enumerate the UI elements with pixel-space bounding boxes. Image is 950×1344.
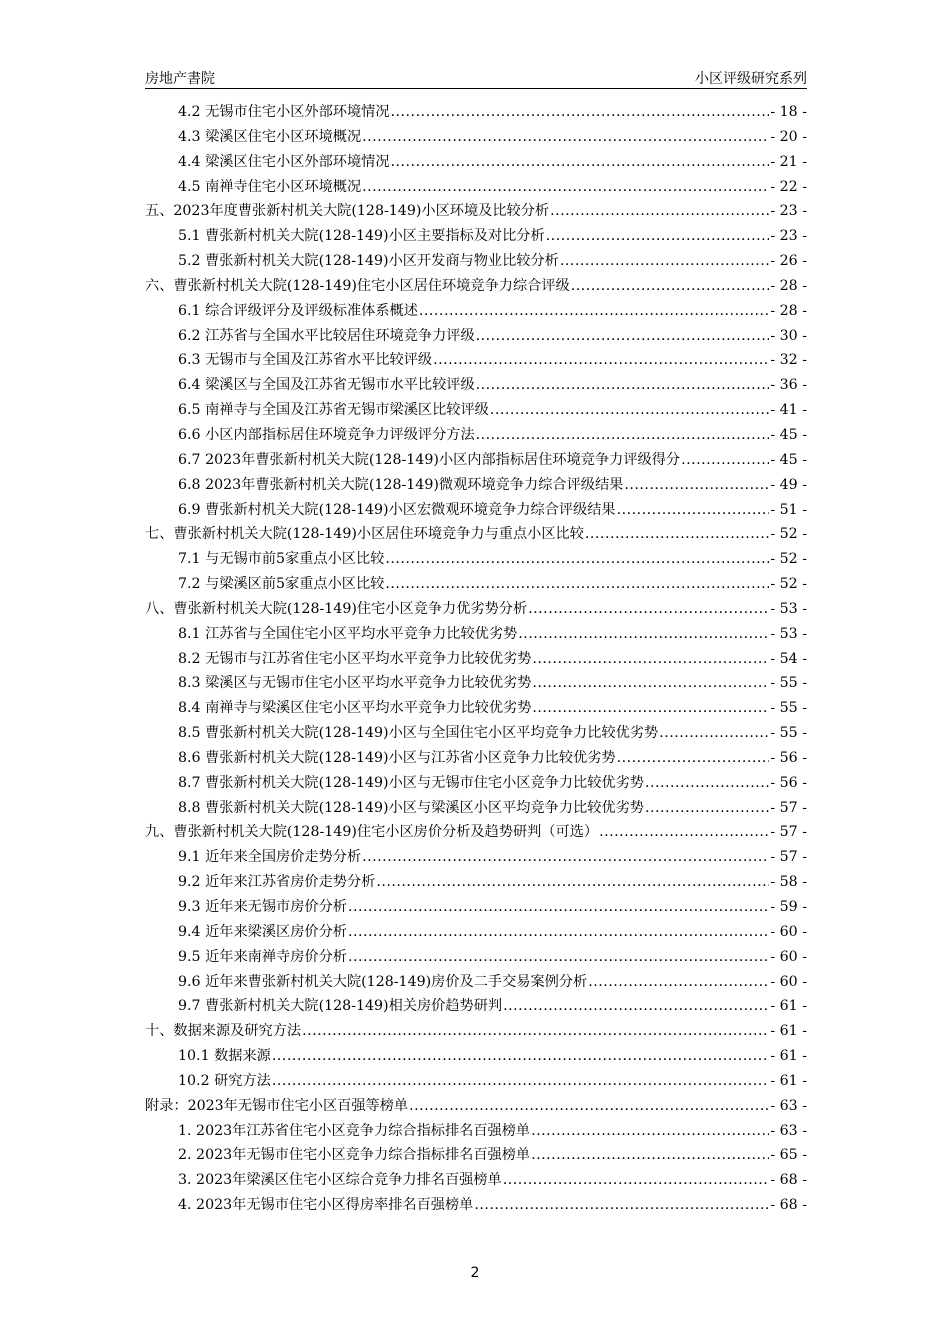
toc-entry-title: 5.1 曹张新村机关大院(128-149)小区主要指标及对比分析 — [178, 228, 545, 245]
toc-entry-page: - 55 - — [770, 725, 807, 742]
toc-dot-leader — [433, 352, 769, 368]
toc-entry-title: 9.3 近年来无锡市房价分析 — [178, 899, 347, 915]
toc-entry-title: 6.9 曹张新村机关大院(128-149)小区宏微观环境竞争力综合评级结果 — [178, 501, 616, 518]
toc-entry[interactable] — [145, 1020, 807, 1045]
toc-dot-leader — [617, 502, 770, 518]
toc-entry[interactable] — [145, 1095, 807, 1120]
toc-entry-page: - 56 - — [770, 774, 807, 791]
toc-entry[interactable] — [145, 995, 807, 1020]
toc-entry-page: - 54 - — [770, 650, 807, 667]
toc-dot-leader — [419, 303, 769, 319]
toc-entry-title: 五、2023年度曹张新村机关大院(128-149)小区环境及比较分析 — [145, 203, 550, 220]
toc-entry-title: 9.4 近年来梁溪区房价分析 — [178, 923, 347, 940]
toc-entry-page: - 41 - — [770, 402, 807, 419]
toc-entry-page: - 63 - — [770, 1097, 807, 1114]
toc-entry-page: - 59 - — [770, 899, 807, 915]
toc-entry[interactable] — [145, 523, 807, 548]
toc-entry-page: - 60 - — [770, 973, 807, 990]
toc-entry-page: - 45 - — [770, 451, 807, 468]
toc-dot-leader — [476, 427, 770, 443]
toc-entry-title: 9.7 曹张新村机关大院(128-149)相关房价趋势研判 — [178, 998, 503, 1015]
toc-entry-page: - 60 - — [770, 923, 807, 940]
toc-entry-title: 5.2 曹张新村机关大院(128-149)小区开发商与物业比较分析 — [178, 253, 559, 270]
toc-entry[interactable] — [145, 325, 807, 350]
toc-entry-title: 6.5 南禅寺与全国及江苏省无锡市梁溪区比较评级 — [178, 402, 489, 419]
toc-entry-title: 2. 2023年无锡市住宅小区竞争力综合指标排名百强榜单 — [178, 1147, 531, 1164]
toc-dot-leader — [362, 129, 769, 145]
toc-entry-page: - 36 - — [770, 377, 807, 394]
toc-entry-page: - 56 - — [770, 749, 807, 766]
toc-dot-leader — [503, 998, 769, 1014]
toc-dot-leader — [302, 1023, 769, 1039]
toc-entry-page: - 30 - — [770, 327, 807, 344]
toc-entry-page: - 57 - — [770, 799, 807, 816]
toc-dot-leader — [531, 1123, 769, 1139]
toc-entry-title: 8.8 曹张新村机关大院(128-149)小区与梁溪区小区平均竞争力比较优劣势 — [178, 799, 644, 816]
toc-entry-title: 8.5 曹张新村机关大院(128-149)小区与全国住宅小区平均竞争力比较优劣势 — [178, 725, 659, 742]
toc-entry-title: 附录：2023年无锡市住宅小区百强等榜单 — [145, 1097, 409, 1114]
toc-entry[interactable] — [145, 697, 807, 722]
toc-entry-title: 7.1 与无锡市前5家重点小区比较 — [178, 551, 385, 568]
toc-entry[interactable] — [145, 499, 807, 524]
toc-entry-page: - 68 - — [770, 1197, 807, 1214]
toc-entry-title: 6.6 小区内部指标居住环境竞争力评级评分方法 — [178, 426, 475, 443]
toc-entry-page: - 52 - — [770, 551, 807, 568]
toc-dot-leader — [362, 179, 769, 195]
toc-entry-page: - 58 - — [770, 874, 807, 891]
toc-entry-title: 6.8 2023年曹张新村机关大院(128-149)微观环境竞争力综合评级结果 — [178, 476, 624, 493]
toc-dot-leader — [503, 1172, 770, 1188]
toc-entry-page: - 61 - — [770, 1023, 807, 1040]
toc-entry[interactable] — [145, 399, 807, 424]
toc-dot-leader — [645, 800, 769, 816]
toc-dot-leader — [385, 576, 769, 592]
toc-entry-title: 4.2 无锡市住宅小区外部环境情况 — [178, 104, 390, 120]
toc-entry-page: - 22 - — [770, 178, 807, 195]
toc-entry[interactable] — [145, 846, 807, 871]
toc-dot-leader — [532, 651, 769, 667]
toc-entry-page: - 60 - — [770, 948, 807, 965]
toc-entry-page: - 49 - — [770, 476, 807, 493]
toc-entry-title: 10.2 研究方法 — [178, 1072, 271, 1089]
toc-entry-title: 六、曹张新村机关大院(128-149)住宅小区居住环境竞争力综合评级 — [145, 277, 570, 294]
toc-entry-title: 9.6 近年来曹张新村机关大院(128-149)房价及二手交易案例分析 — [178, 973, 588, 990]
toc-entry-page: - 45 - — [770, 426, 807, 443]
toc-entry-page: - 18 - — [770, 104, 807, 120]
toc-entry-page: - 23 - — [770, 228, 807, 245]
toc-entry-page: - 52 - — [770, 576, 807, 593]
toc-entry[interactable] — [145, 896, 807, 921]
toc-entry-page: - 51 - — [770, 501, 807, 518]
toc-dot-leader — [588, 974, 769, 990]
toc-entry[interactable] — [145, 424, 807, 449]
toc-entry-title: 10.1 数据来源 — [178, 1048, 271, 1065]
toc-entry[interactable] — [145, 548, 807, 573]
toc-entry-title: 6.2 江苏省与全国水平比较居住环境竞争力评级 — [178, 327, 475, 344]
toc-dot-leader — [532, 675, 769, 691]
running-header — [145, 68, 807, 89]
toc-dot-leader — [391, 104, 770, 120]
toc-dot-leader — [348, 949, 769, 965]
table-of-contents — [145, 101, 807, 1219]
toc-dot-leader — [272, 1048, 769, 1064]
toc-dot-leader — [531, 1147, 769, 1163]
toc-entry[interactable] — [145, 474, 807, 499]
toc-entry-title: 八、曹张新村机关大院(128-149)住宅小区竞争力优劣势分析 — [145, 600, 528, 617]
page-number: 2 — [470, 1265, 480, 1281]
toc-entry[interactable] — [145, 176, 807, 201]
toc-entry-page: - 61 - — [770, 1048, 807, 1065]
toc-entry-page: - 55 - — [770, 675, 807, 692]
toc-entry-page: - 26 - — [770, 253, 807, 270]
toc-dot-leader — [585, 526, 769, 542]
toc-entry[interactable] — [145, 1120, 807, 1145]
toc-dot-leader — [385, 551, 769, 567]
toc-entry[interactable] — [145, 250, 807, 275]
toc-dot-leader — [362, 849, 769, 865]
toc-entry[interactable] — [145, 225, 807, 250]
toc-entry-page: - 28 - — [770, 302, 807, 319]
toc-entry[interactable] — [145, 151, 807, 176]
toc-entry[interactable] — [145, 300, 807, 325]
toc-entry[interactable] — [145, 871, 807, 896]
toc-entry-page: - 53 - — [770, 625, 807, 642]
toc-dot-leader — [348, 924, 769, 940]
toc-entry-page: - 32 - — [770, 352, 807, 369]
toc-dot-leader — [391, 154, 770, 170]
toc-entry-title: 6.4 梁溪区与全国及江苏省无锡市水平比较评级 — [178, 377, 475, 394]
toc-entry[interactable] — [145, 598, 807, 623]
toc-dot-leader — [624, 477, 769, 493]
toc-entry-page: - 20 - — [770, 128, 807, 145]
toc-entry-title: 8.7 曹张新村机关大院(128-149)小区与无锡市住宅小区竞争力比较优劣势 — [178, 774, 644, 791]
toc-entry-title: 9.1 近年来全国房价走势分析 — [178, 849, 362, 866]
toc-dot-leader — [571, 278, 770, 294]
toc-dot-leader — [476, 377, 770, 393]
toc-entry-title: 7.2 与梁溪区前5家重点小区比较 — [178, 576, 385, 593]
toc-entry[interactable] — [145, 349, 807, 374]
toc-entry[interactable] — [145, 126, 807, 151]
toc-entry-title: 9.2 近年来江苏省房价走势分析 — [178, 874, 376, 891]
toc-dot-leader — [617, 750, 770, 766]
toc-entry[interactable] — [145, 747, 807, 772]
toc-dot-leader — [560, 253, 769, 269]
toc-dot-leader — [645, 775, 769, 791]
toc-entry-title: 8.6 曹张新村机关大院(128-149)小区与江苏省小区竞争力比较优劣势 — [178, 749, 616, 766]
toc-entry-title: 8.4 南禅寺与梁溪区住宅小区平均水平竞争力比较优劣势 — [178, 700, 532, 717]
toc-dot-leader — [550, 203, 769, 219]
toc-entry[interactable] — [145, 449, 807, 474]
toc-entry-title: 9.5 近年来南禅寺房价分析 — [178, 948, 347, 965]
toc-entry-title: 十、数据来源及研究方法 — [145, 1023, 302, 1040]
toc-entry[interactable] — [145, 1194, 807, 1219]
header-publisher: 房地产書院 — [145, 71, 215, 87]
toc-dot-leader — [518, 626, 769, 642]
toc-entry-page: - 53 - — [770, 600, 807, 617]
toc-dot-leader — [659, 725, 769, 741]
toc-dot-leader — [532, 700, 769, 716]
toc-entry-title: 七、曹张新村机关大院(128-149)小区居住环境竞争力与重点小区比较 — [145, 526, 584, 543]
toc-entry-title: 8.3 梁溪区与无锡市住宅小区平均水平竞争力比较优劣势 — [178, 675, 532, 692]
toc-entry-page: - 23 - — [770, 203, 807, 220]
toc-entry-title: 九、曹张新村机关大院(128-149)住宅小区房价分析及趋势研判（可选） — [145, 824, 599, 841]
toc-entry-title: 8.1 江苏省与全国住宅小区平均水平竞争力比较优劣势 — [178, 625, 518, 642]
toc-dot-leader — [272, 1073, 769, 1089]
toc-entry-title: 6.3 无锡市与全国及江苏省水平比较评级 — [178, 352, 433, 369]
toc-entry-title: 4.3 梁溪区住宅小区环境概况 — [178, 128, 362, 145]
toc-entry-title: 4.5 南禅寺住宅小区环境概况 — [178, 178, 362, 195]
toc-entry[interactable] — [145, 200, 807, 225]
toc-dot-leader — [490, 402, 770, 418]
toc-entry-page: - 28 - — [770, 277, 807, 294]
toc-entry-page: - 57 - — [770, 849, 807, 866]
toc-entry-page: - 61 - — [770, 1072, 807, 1089]
toc-dot-leader — [474, 1197, 769, 1213]
toc-entry[interactable] — [145, 374, 807, 399]
toc-entry-title: 6.1 综合评级评分及评级标准体系概述 — [178, 302, 418, 319]
toc-entry[interactable] — [145, 1045, 807, 1070]
toc-entry[interactable] — [145, 772, 807, 797]
toc-entry-title: 6.7 2023年曹张新村机关大院(128-149)小区内部指标居住环境竞争力评级得分 — [178, 451, 681, 468]
toc-dot-leader — [476, 328, 770, 344]
toc-entry[interactable] — [145, 1169, 807, 1194]
toc-entry[interactable] — [145, 623, 807, 648]
toc-entry-page: - 63 - — [770, 1122, 807, 1139]
toc-entry[interactable] — [145, 573, 807, 598]
toc-entry-page: - 57 - — [770, 824, 807, 841]
toc-entry[interactable] — [145, 921, 807, 946]
toc-entry[interactable] — [145, 275, 807, 300]
toc-dot-leader — [681, 452, 769, 468]
toc-entry-title: 3. 2023年梁溪区住宅小区综合竞争力排名百强榜单 — [178, 1172, 502, 1189]
toc-dot-leader — [348, 899, 769, 915]
toc-entry-page: - 55 - — [770, 700, 807, 717]
toc-entry[interactable] — [145, 1144, 807, 1169]
toc-entry-page: - 65 - — [770, 1147, 807, 1164]
toc-entry[interactable] — [145, 1070, 807, 1095]
toc-entry[interactable] — [145, 946, 807, 971]
toc-dot-leader — [546, 228, 770, 244]
toc-entry-title: 1. 2023年江苏省住宅小区竞争力综合指标排名百强榜单 — [178, 1122, 531, 1139]
toc-dot-leader — [599, 824, 769, 840]
toc-entry[interactable] — [145, 797, 807, 822]
toc-dot-leader — [528, 601, 769, 617]
header-series: 小区评级研究系列 — [695, 71, 807, 87]
toc-entry-page: - 68 - — [770, 1172, 807, 1189]
toc-entry-page: - 21 - — [770, 153, 807, 170]
toc-entry[interactable] — [145, 722, 807, 747]
toc-entry[interactable] — [145, 971, 807, 996]
toc-entry-title: 4. 2023年无锡市住宅小区得房率排名百强榜单 — [178, 1197, 474, 1214]
toc-entry[interactable] — [145, 821, 807, 846]
toc-dot-leader — [376, 874, 769, 890]
toc-entry[interactable] — [145, 672, 807, 697]
toc-entry-page: - 61 - — [770, 998, 807, 1015]
toc-entry-page: - 52 - — [770, 526, 807, 543]
toc-entry[interactable] — [145, 648, 807, 673]
toc-entry-title: 4.4 梁溪区住宅小区外部环境情况 — [178, 153, 390, 170]
toc-entry[interactable] — [145, 101, 807, 126]
toc-entry-title: 8.2 无锡市与江苏省住宅小区平均水平竞争力比较优劣势 — [178, 650, 532, 667]
toc-dot-leader — [409, 1098, 769, 1114]
